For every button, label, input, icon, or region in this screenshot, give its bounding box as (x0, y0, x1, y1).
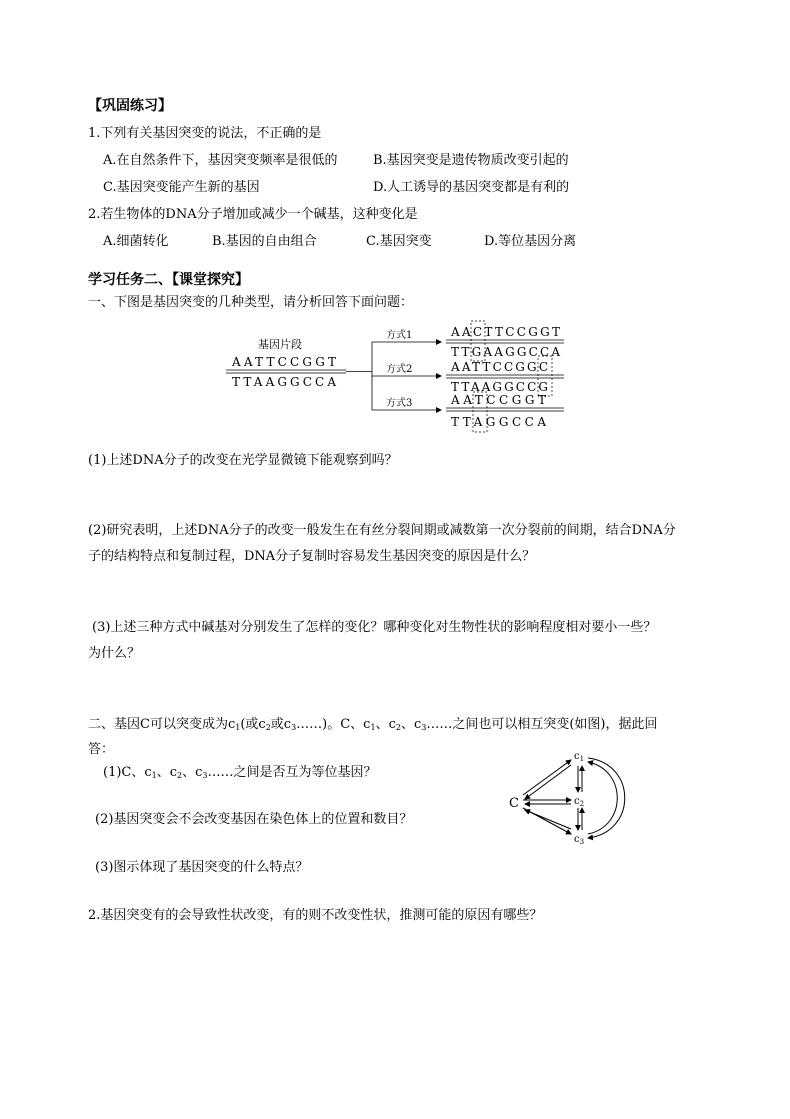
method2-label: 方式2 (386, 364, 413, 375)
method2-bottom-strand: TTAAGGCCG (451, 380, 548, 394)
part2-question1: (1)C、$c_1$、$c_2$、$c_3\dots\dots$之间是否互为等位基因？ (103, 765, 377, 780)
part1-question1: (1)上述DNA分子的改变在光学显微镜下能观察到吗？ (88, 453, 398, 468)
method2-top-strand: AATTCCGGC (451, 360, 548, 374)
part1-question2-line2: 子的结构特点和复制过程，DNA分子复制时容易发生基因突变的原因是什么？ (88, 549, 536, 564)
orig-bottom-strand: TTAAGGCCA (232, 375, 336, 389)
part1-question3-line2: 为什么？ (88, 646, 141, 661)
final-question: 2.基因突变有的会导致性状改变，有的则不改变性状，推测可能的原因有哪些？ (88, 908, 543, 923)
q2-option-d: D.等位基因分离 (484, 234, 577, 249)
allele-c2-label: $c_2$ (574, 796, 585, 808)
q1-option-d: D.人工诱导的基因突变都是有利的 (373, 180, 570, 195)
part1-question2-line1: (2)研究表明，上述DNA分子的改变一般发生在有丝分裂间期或减数第一次分裂前的间期，结合DNA分 (88, 523, 676, 538)
part2-intro-line2: 答： (88, 742, 115, 757)
part2-intro-line1: 二、基因C可以突变成为$c_1$(或$c_2$或$c_3\dots\dots$)。C、$c_1$、$c_2$、$c_3\dots\dots$之间也可以相互突变(如图)，据此回 (88, 717, 658, 732)
allele-c1-label: $c_1$ (574, 751, 585, 763)
part2-question3: (3)图示体现了基因突变的什么特点？ (95, 860, 309, 875)
method3-label: 方式3 (386, 398, 413, 409)
q1-option-a: A.在自然条件下，基因突变频率是很低的 (103, 153, 338, 168)
orig-top-strand: AATTCCGGT (232, 355, 336, 369)
method3-top-strand: AATCCGGT (451, 393, 546, 407)
method3-bottom-strand: TTAGGCCA (451, 415, 546, 429)
allele-mutation-figure (505, 748, 635, 848)
method1-label: 方式1 (386, 330, 413, 341)
q2-stem: 2.若生物体的DNA分子增加或减少一个碱基，这种变化是 (88, 207, 418, 222)
q1-option-c: C.基因突变能产生新的基因 (103, 180, 260, 195)
q2-option-b: B.基因的自由组合 (212, 234, 317, 249)
dna-mutation-figure (224, 318, 584, 436)
part1-question3-line1: (3)上述三种方式中碱基对分别发生了怎样的变化？哪种变化对生物性状的影响程度相对要小一些？ (92, 620, 657, 635)
q2-option-a: A.细菌转化 (103, 234, 169, 249)
allele-C-label: C (509, 796, 519, 811)
gene-fragment-label: 基因片段 (258, 338, 302, 351)
method1-bottom-strand: TTGAAGGCCA (451, 345, 560, 359)
part1-intro: 一、下图是基因突变的几种类型，请分析回答下面问题： (88, 295, 414, 310)
part2-question2: (2)基因突变会不会改变基因在染色体上的位置和数目？ (95, 812, 413, 827)
allele-c3-label: $c_3$ (574, 834, 585, 846)
q2-option-c: C.基因突变 (366, 234, 432, 249)
method1-top-strand: AACTTCCGGT (451, 325, 560, 339)
q1-stem: 1.下列有关基因突变的说法，不正确的是 (88, 126, 322, 141)
q1-option-b: B.基因突变是遗传物质改变引起的 (373, 153, 569, 168)
section-title-review: 【巩固练习】 (88, 98, 172, 114)
section-title-inquiry: 学习任务二、【课堂探究】 (88, 272, 249, 288)
